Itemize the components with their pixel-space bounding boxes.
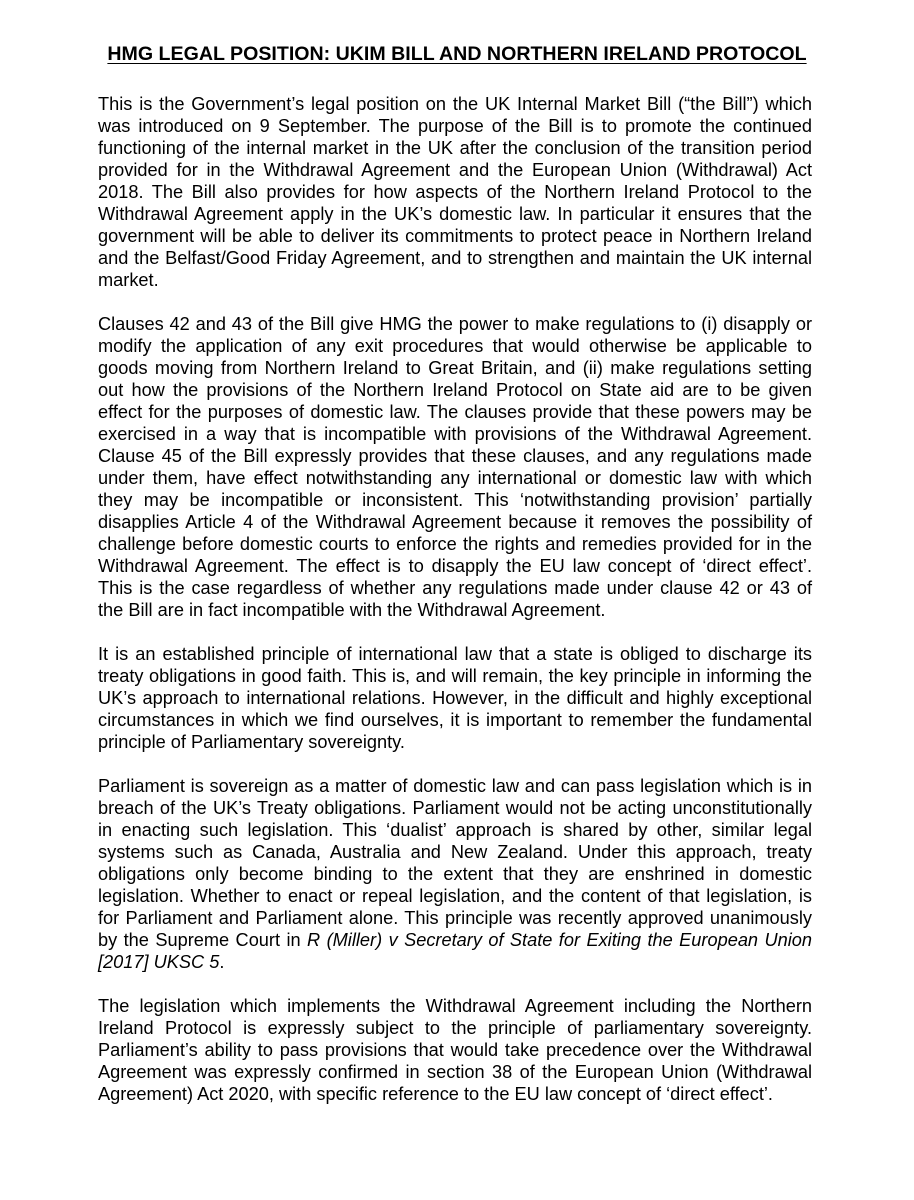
paragraph-parliamentary-sovereignty [98,775,812,973]
document-body [98,93,812,1127]
paragraph-bill-overview: This is the Government’s legal position on the UK Internal Market Bill (“the Bill”) which was introduced on 9 September. The purpose of the Bill is to promote the continued functioning of the internal market in the UK after the conclusion of the transition period provided for in the Withdrawal Agreement and the European Union (Withdrawal) Act 2018. The Bill also provides for how aspects of the Northern Ireland Protocol to the Withdrawal Agreement apply in the UK’s domestic law. In particular it ensures that the government will be able to deliver its commitments to protect peace in Northern Ireland and the Belfast/Good Friday Agreement, and to strengthen and maintain the UK internal market. [98,94,812,290]
case-citation: R (Miller) v Secretary of State for Exiting the European Union [2017] UKSC 5 [98,930,812,972]
paragraph-withdrawal-act: The legislation which implements the Withdrawal Agreement including the Northern Ireland Protocol is expressly subject to the principle of parliamentary sovereignty. Parliament’s ability to pass provisions that would take precedence over the Withdrawal Agreement was expressly confirmed in section 38 of the European Union (Withdrawal Agreement) Act 2020, with specific reference to the EU law concept of ‘direct effect’. [98,996,812,1104]
paragraph-sovereignty-text: Parliament is sovereign as a matter of domestic law and can pass legislation which is in breach of the UK’s Treaty obligations. Parliament would not be acting unconstitutionally in enacting such legislation. This ‘dualist’ approach is shared by other, similar legal systems such as Canada, Australia and New Zealand. Under this approach, treaty obligations only become binding to the extent that they are enshrined in domestic legislation. Whether to enact or repeal legislation, and the content of that legislation, is for Parliament and Parliament alone. This principle was recently approved unanimously by the Supreme Court in [98,776,812,950]
document-title: HMG LEGAL POSITION: UKIM BILL AND NORTHERN IRELAND PROTOCOL [107,43,807,65]
paragraph-clauses-42-43: Clauses 42 and 43 of the Bill give HMG the power to make regulations to (i) disapply or modify the application of any exit procedures that would otherwise be applicable to goods moving from Northern Ireland to Great Britain, and (ii) make regulations setting out how the provisions of the Northern Ireland Protocol on State aid are to be given effect for the purposes of domestic law. The clauses provide that these powers may be exercised in a way that is incompatible with provisions of the Withdrawal Agreement. Clause 45 of the Bill expressly provides that these clauses, and any regulations made under them, have effect notwithstanding any international or domestic law with which they may be incompatible or inconsistent. This ‘notwithstanding provision’ partially disapplies Article 4 of the Withdrawal Agreement because it removes the possibility of challenge before domestic courts to enforce the rights and remedies provided for in the Withdrawal Agreement. The effect is to disapply the EU law concept of ‘direct effect’. This is the case regardless of whether any regulations made under clause 42 or 43 of the Bill are in fact incompatible with the Withdrawal Agreement. [98,314,812,620]
paragraph-sovereignty-end: . [219,952,225,972]
paragraph-international-law: It is an established principle of international law that a state is obliged to discharge its treaty obligations in good faith. This is, and will remain, the key principle in informing the UK’s approach to international relations. However, in the difficult and highly exceptional circumstances in which we find ourselves, it is important to remember the fundamental principle of Parliamentary sovereignty. [98,644,812,752]
